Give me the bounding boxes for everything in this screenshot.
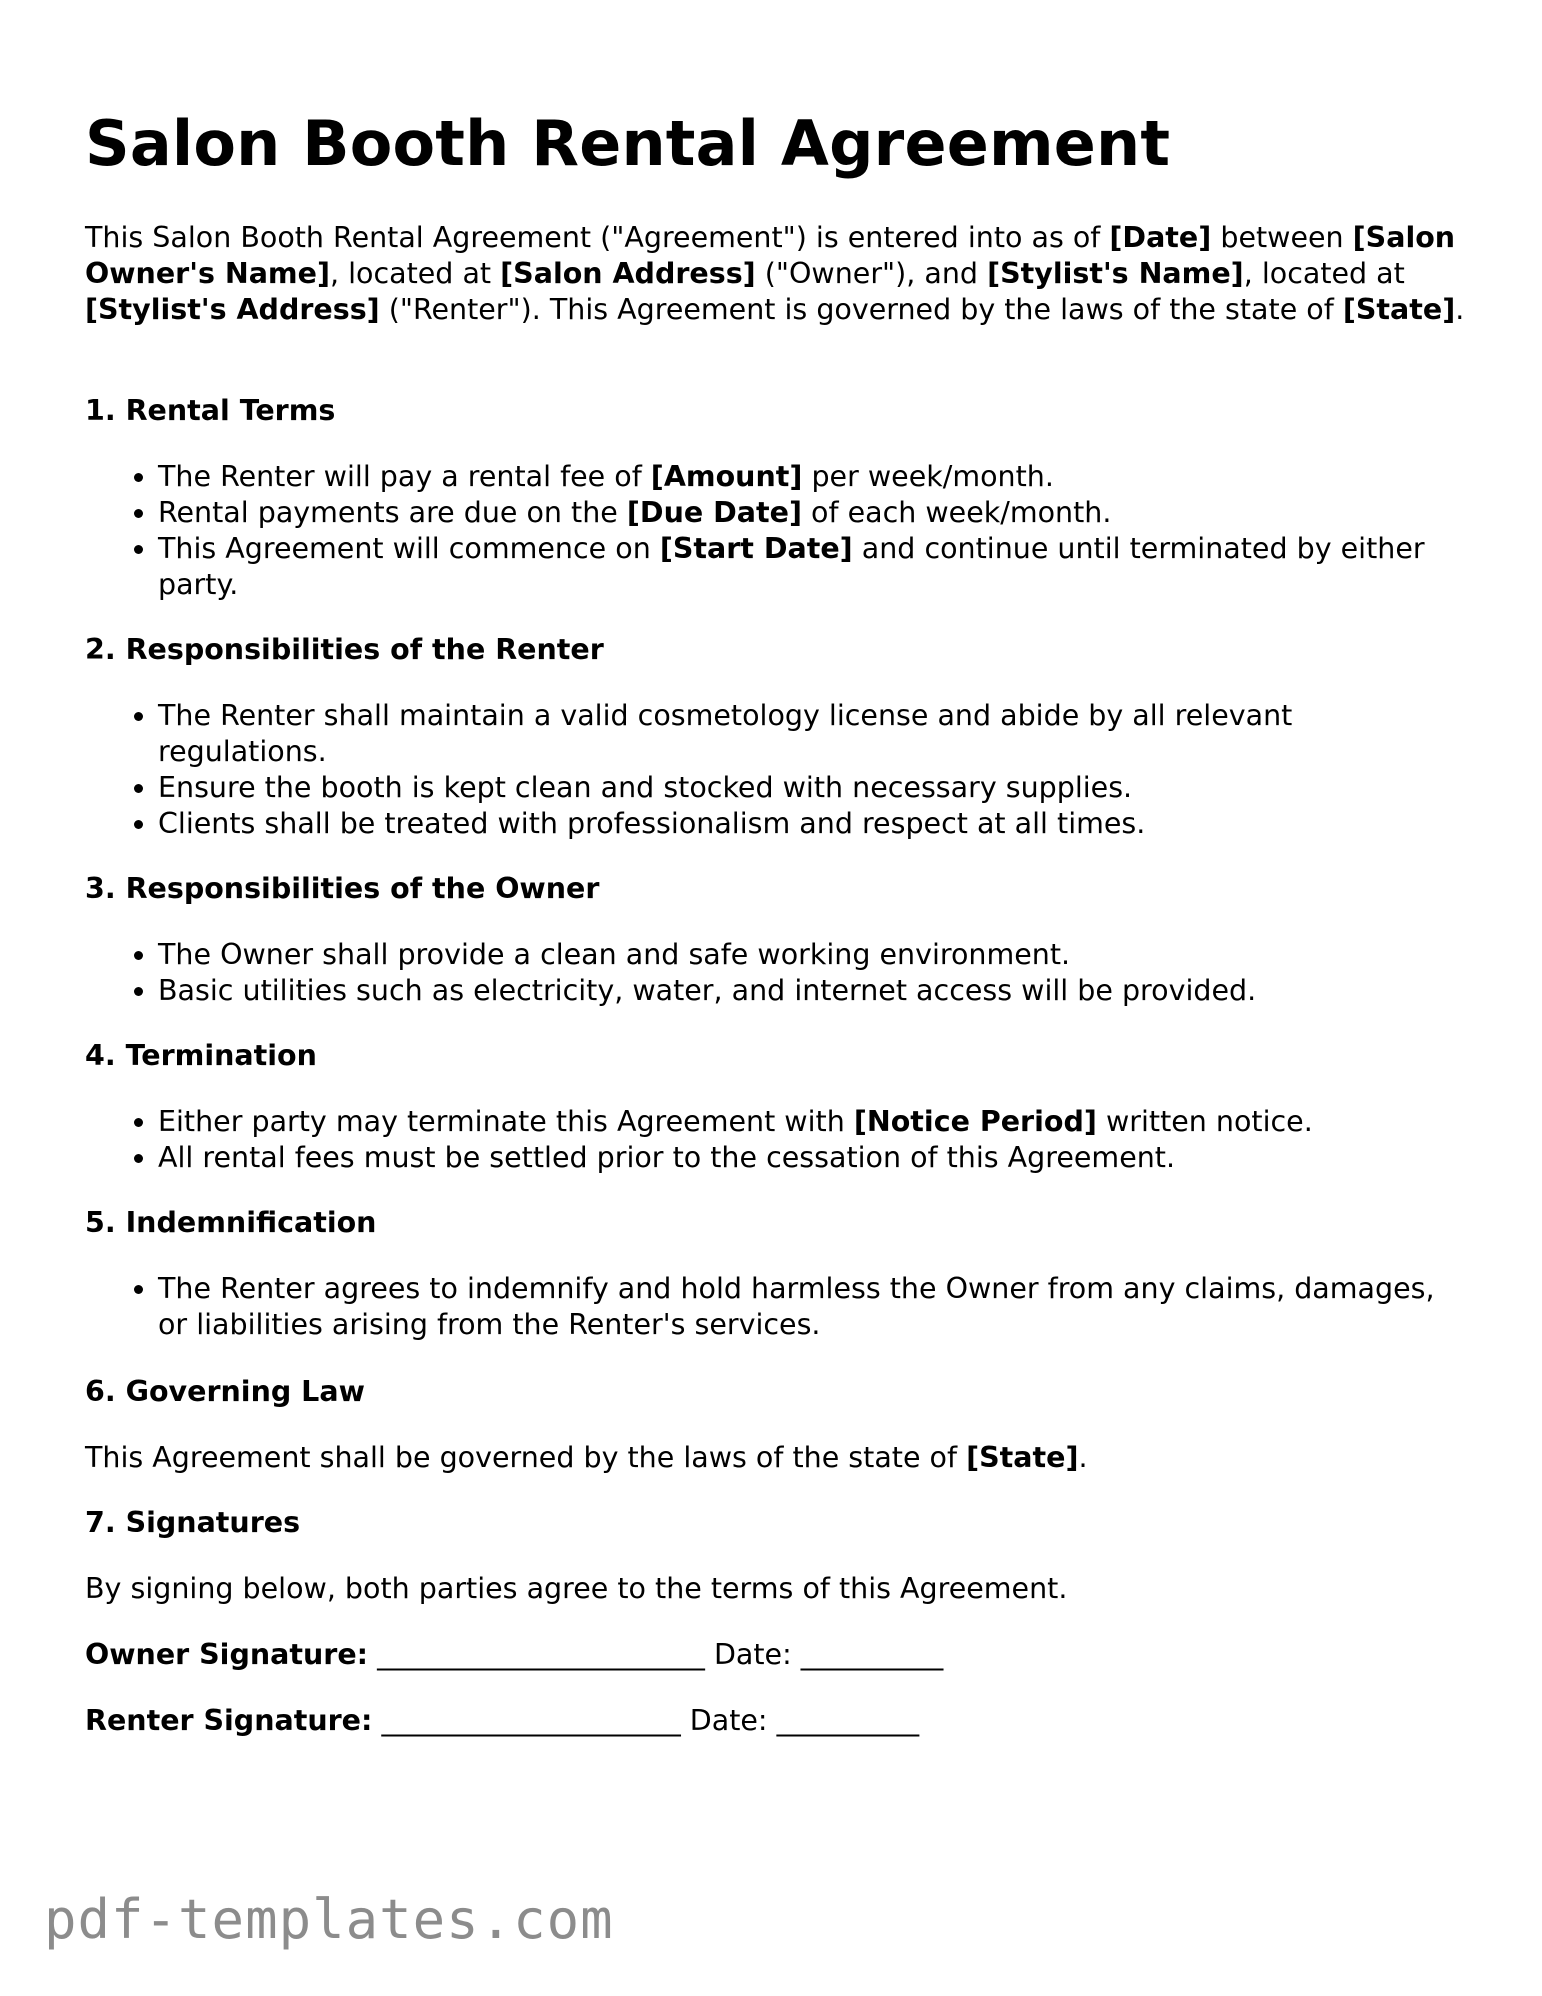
bullet-list (85, 1271, 1465, 1343)
section-indemnification (85, 1205, 1465, 1343)
intro-paragraph (85, 220, 1465, 328)
state-placeholder: [State] (966, 1441, 1079, 1474)
list-item: • The Renter agrees to indemnify and hold harmless the Owner from any claims, damages, or liabilities arising from the Renter's services. (158, 1271, 1465, 1343)
notice-period-placeholder: [Notice Period] (853, 1105, 1097, 1138)
start-date-placeholder: [Start Date] (659, 532, 853, 565)
list-item: • Basic utilities such as electricity, water, and internet access will be provided. (158, 973, 1465, 1009)
section-rental-terms (85, 393, 1465, 603)
list-item: • Ensure the booth is kept clean and stocked with necessary supplies. (158, 770, 1465, 806)
section-heading: 4. Termination (85, 1039, 317, 1072)
intro-text: . (1455, 293, 1465, 326)
intro-text: ("Owner"), and (755, 257, 988, 290)
list-item: • Rental payments are due on the [Due Date] of each week/month. (158, 495, 1465, 531)
section-heading: 3. Responsibilities of the Owner (85, 872, 600, 905)
bullet-list (85, 937, 1465, 1009)
list-item: • Either party may terminate this Agreement with [Notice Period] written notice. (158, 1104, 1465, 1140)
intro-text: between (1211, 221, 1353, 254)
renter-signature-line[interactable] (85, 1703, 919, 1739)
section-heading: 6. Governing Law (85, 1375, 365, 1408)
section-termination (85, 1038, 1465, 1176)
section-heading: 5. Indemnification (85, 1206, 377, 1239)
due-date-placeholder: [Due Date] (626, 496, 802, 529)
signatures-text: By signing below, both parties agree to the terms of this Agreement. (85, 1572, 1068, 1605)
list-item: • The Owner shall provide a clean and safe working environment. (158, 937, 1465, 973)
section-heading: 7. Signatures (85, 1506, 301, 1539)
date-placeholder: [Date] (1109, 221, 1212, 254)
renter-signature-label: Renter Signature: (85, 1704, 373, 1737)
list-item: • All rental fees must be settled prior to the cessation of this Agreement. (158, 1140, 1465, 1176)
owner-signature-line[interactable] (85, 1637, 943, 1673)
list-item: • The Renter shall maintain a valid cosmetology license and abide by all relevant regulations. (158, 698, 1465, 770)
section-governing-law (85, 1374, 1465, 1476)
renter-signature-field[interactable]: _____________________ Date: __________ (372, 1704, 920, 1737)
watermark: pdf-templates.com (44, 1888, 614, 1951)
section-heading: 2. Responsibilities of the Renter (85, 633, 604, 666)
list-item: • Clients shall be treated with professionalism and respect at all times. (158, 806, 1465, 842)
list-item: • This Agreement will commence on [Start Date] and continue until terminated by either party. (158, 531, 1465, 603)
section-owner-responsibilities (85, 871, 1465, 1009)
governing-law-text: This Agreement shall be governed by the laws of the state of [State]. (85, 1441, 1088, 1474)
bullet-list (85, 1104, 1465, 1176)
document-title: Salon Booth Rental Agreement (85, 107, 1171, 180)
bullet-list (85, 459, 1465, 603)
section-signatures (85, 1505, 1465, 1607)
intro-text: , located at (1243, 257, 1405, 290)
list-item: • The Renter will pay a rental fee of [Amount] per week/month. (158, 459, 1465, 495)
intro-text: This Salon Booth Rental Agreement ("Agreement") is entered into as of (85, 221, 1110, 254)
stylist-address-placeholder: [Stylist's Address] (85, 293, 380, 326)
section-heading: 1. Rental Terms (85, 394, 336, 427)
section-renter-responsibilities (85, 632, 1465, 842)
owner-name-placeholder: [Salon Owner's Name] (85, 221, 1456, 290)
intro-text: , located at (329, 257, 501, 290)
bullet-list (85, 698, 1465, 842)
salon-address-placeholder: [Salon Address] (500, 257, 756, 290)
amount-placeholder: [Amount] (650, 460, 803, 493)
stylist-name-placeholder: [Stylist's Name] (987, 257, 1244, 290)
owner-signature-field[interactable]: _______________________ Date: __________ (368, 1638, 944, 1671)
state-placeholder: [State] (1342, 293, 1456, 326)
intro-text: ("Renter"). This Agreement is governed by the laws of the state of (379, 293, 1343, 326)
owner-signature-label: Owner Signature: (85, 1638, 369, 1671)
